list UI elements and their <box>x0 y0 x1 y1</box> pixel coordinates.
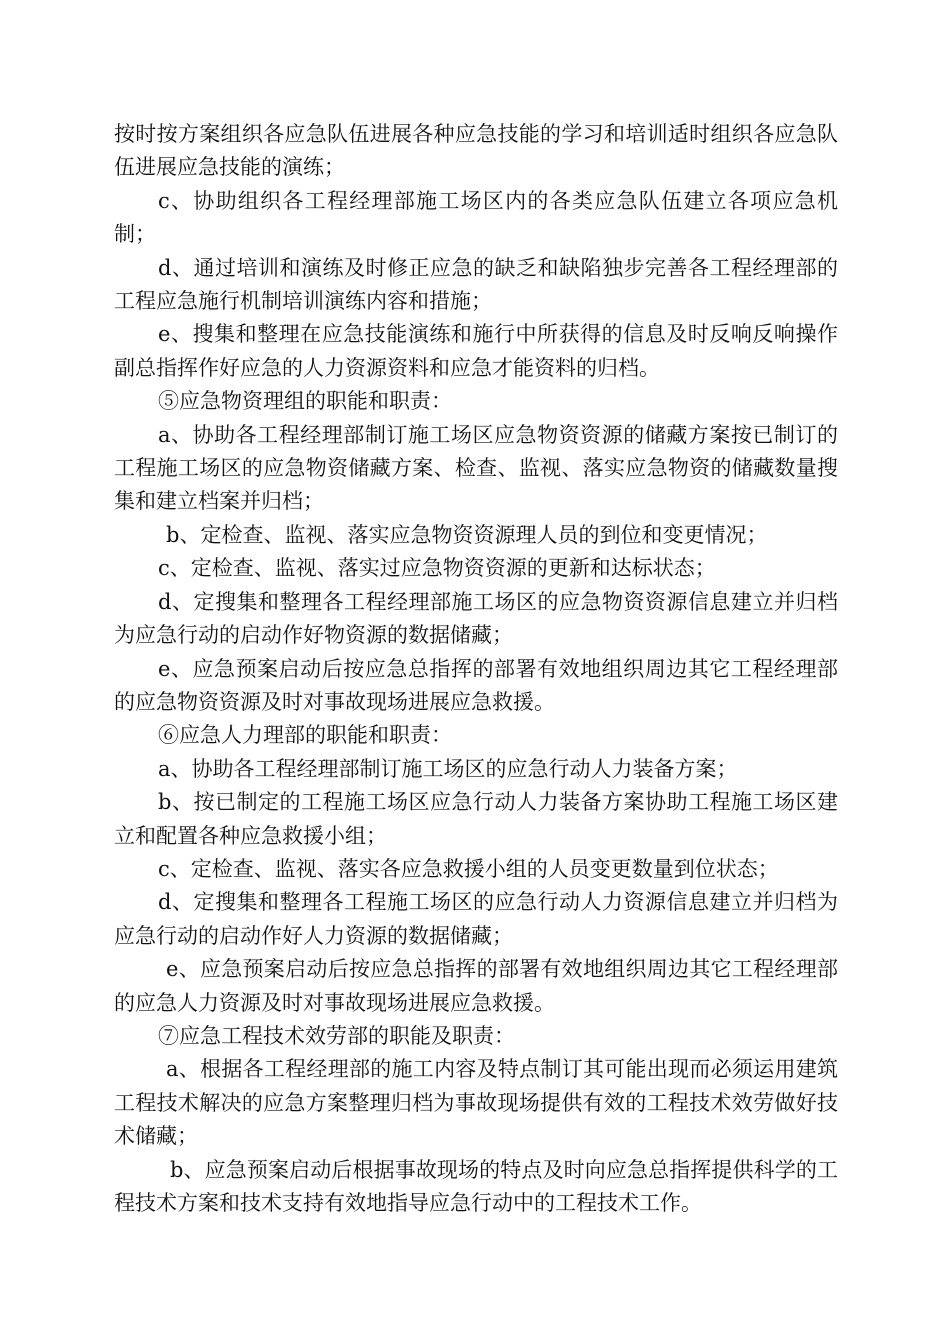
paragraph-item-d-drills: d、通过培训和演练及时修正应急的缺乏和缺陷独步完善各工程经理部的工程应急施行机制培训演练内容和措施； <box>114 255 838 314</box>
section-heading-manpower: ⑥应急人力理部的职能和职责： <box>158 723 452 748</box>
document-page <box>114 118 838 1220</box>
paragraph-training-continuation: 按时按方案组织各应急队伍进展各种应急技能的学习和培训适时组织各应急队伍进展应急技能的演练； <box>114 122 838 180</box>
paragraph-engineering-b: b、应急预案启动后根据事故现场的特点及时向应急总指挥提供科学的工程技术方案和技术支持有效地指导应急行动中的工程技术工作。 <box>114 1157 838 1215</box>
paragraph-manpower-e: e、应急预案启动后按应急总指挥的部署有效地组织周边其它工程经理部的应急人力资源及时对事故现场进展应急救援。 <box>114 957 838 1015</box>
paragraph-materials-c: c、定检查、监视、落实过应急物资资源的更新和达标状态； <box>158 556 716 581</box>
paragraph-manpower-c: c、定检查、监视、落实各应急救援小组的人员变更数量到位状态； <box>158 856 779 881</box>
paragraph-manpower-a: a、协助各工程经理部制订施工场区的应急行动人力装备方案； <box>158 756 738 781</box>
paragraph-materials-a: a、协助各工程经理部制订施工场区应急物资资源的储藏方案按已制订的工程施工场区的应急物资储藏方案、检查、监视、落实应急物资的储藏数量搜集和建立档案并归档； <box>114 422 838 514</box>
section-heading-engineering: ⑦应急工程技术效劳部的职能及职责： <box>158 1023 515 1048</box>
section-heading-materials: ⑤应急物资理组的职能和职责： <box>158 389 452 414</box>
paragraph-item-e-archive: e、搜集和整理在应急技能演练和施行中所获得的信息及时反响反响操作副总指挥作好应急的人力资源资料和应急才能资料的归档。 <box>114 322 838 380</box>
paragraph-manpower-b: b、按已制定的工程施工场区应急行动人力装备方案协助工程施工场区建立和配置各种应急救援小组； <box>114 790 838 848</box>
paragraph-materials-d: d、定搜集和整理各工程经理部施工场区的应急物资资源信息建立并归档为应急行动的启动作好物资源的数据储藏； <box>114 589 838 648</box>
paragraph-item-c-mechanism: c、协助组织各工程经理部施工场区内的各类应急队伍建立各项应急机制； <box>114 188 838 247</box>
paragraph-manpower-d: d、定搜集和整理各工程施工场区的应急行动人力资源信息建立并归档为应急行动的启动作好人力资源的数据储藏； <box>114 890 838 948</box>
paragraph-materials-e: e、应急预案启动后按应急总指挥的部署有效地组织周边其它工程经理部的应急物资资源及时对事故现场进展应急救援。 <box>114 656 838 714</box>
paragraph-engineering-a: a、根据各工程经理部的施工内容及特点制订其可能出现而必须运用建筑工程技术解决的应急方案整理归档为事故现场提供有效的工程技术效劳做好技术储藏； <box>114 1057 838 1149</box>
paragraph-materials-b: b、定检查、监视、落实应急物资资源理人员的到位和变更情况； <box>166 522 768 547</box>
